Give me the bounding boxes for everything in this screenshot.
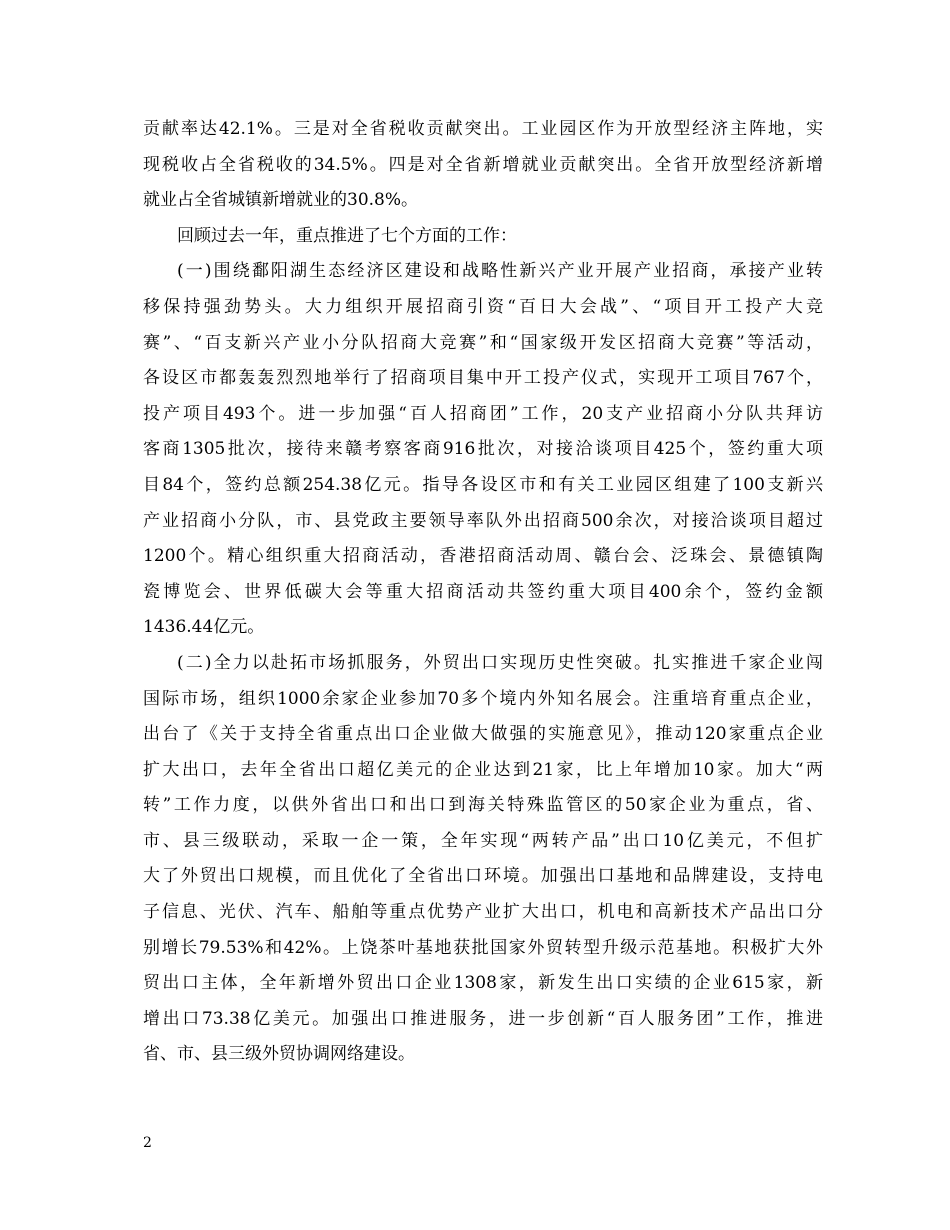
body-text	[143, 112, 823, 1073]
text-line: 投产项目493个。进一步加强“百人招商团”工作，20支产业招商小分队共拜访	[143, 403, 823, 424]
paragraph-first-line: (二)全力以赴拓市场抓服务，外贸出口实现历史性突破。扎实推进千家企业闯	[177, 652, 823, 673]
text-line: 各设区市都轰轰烈烈地举行了招商项目集中开工投产仪式，实现开工项目767个，	[143, 368, 823, 389]
text-line: 出台了《关于支持全省重点出口企业做大做强的实施意见》，推动120家重点企业	[143, 724, 823, 745]
text-line: 1200个。精心组织重大招商活动，香港招商活动周、赣台会、泛珠会、景德镇陶	[143, 546, 823, 567]
text-line: 别增长79.53%和42%。上饶茶叶基地获批国家外贸转型升级示范基地。积极扩大外	[143, 937, 823, 958]
text-line: 转”工作力度，以供外省出口和出口到海关特殊监管区的50家企业为重点，省、	[143, 795, 823, 816]
text-line: 子信息、光伏、汽车、船舶等重点优势产业扩大出口，机电和高新技术产品出口分	[143, 902, 823, 923]
text-line: 贡献率达42.1%。三是对全省税收贡献突出。工业园区作为开放型经济主阵地，实	[143, 119, 823, 139]
text-line: 产业招商小分队，市、县党政主要领导率队外出招商500余次，对接洽谈项目超过	[143, 510, 823, 531]
text-line: 移保持强劲势头。大力组织开展招商引资“百日大会战”、“项目开工投产大竞	[143, 296, 823, 317]
text-line: 现税收占全省税收的34.5%。四是对全省新增就业贡献突出。全省开放型经济新增	[143, 154, 823, 175]
page-number: 2	[143, 1135, 152, 1151]
text-line: 省、市、县三级外贸协调网络建设。	[143, 1044, 415, 1065]
text-line: 就业占全省城镇新增就业的30.8%。	[143, 190, 419, 211]
text-line: 瓷博览会、世界低碳大会等重大招商活动共签约重大项目400余个，签约金额	[143, 581, 823, 602]
text-line: 1436.44亿元。	[143, 617, 265, 638]
text-line: 贸出口主体，全年新增外贸出口企业1308家，新发生出口实绩的企业615家，新	[143, 973, 823, 994]
text-line: 市、县三级联动，采取一企一策，全年实现“两转产品”出口10亿美元，不但扩	[143, 830, 823, 851]
text-line: 客商1305批次，接待来赣考察客商916批次，对接洽谈项目425个，签约重大项	[143, 439, 823, 460]
paragraph-first-line: (一)围绕鄱阳湖生态经济区建设和战略性新兴产业开展产业招商，承接产业转	[177, 261, 823, 282]
text-line: 大了外贸出口规模，而且优化了全省出口环境。加强出口基地和品牌建设，支持电	[143, 866, 823, 887]
paragraph-first-line: 回顾过去一年，重点推进了七个方面的工作：	[177, 225, 517, 246]
text-line: 赛”、“百支新兴产业小分队招商大竞赛”和“国家级开发区招商大竞赛”等活动，	[143, 332, 823, 353]
text-line: 目84个，签约总额254.38亿元。指导各设区市和有关工业园区组建了100支新兴	[143, 474, 823, 495]
text-line: 国际市场，组织1000余家企业参加70多个境内外知名展会。注重培育重点企业，	[143, 688, 823, 709]
text-line: 扩大出口，去年全省出口超亿美元的企业达到21家，比上年增加10家。加大“两	[143, 759, 824, 780]
text-line: 增出口73.38亿美元。加强出口推进服务，进一步创新“百人服务团”工作，推进	[143, 1008, 823, 1029]
